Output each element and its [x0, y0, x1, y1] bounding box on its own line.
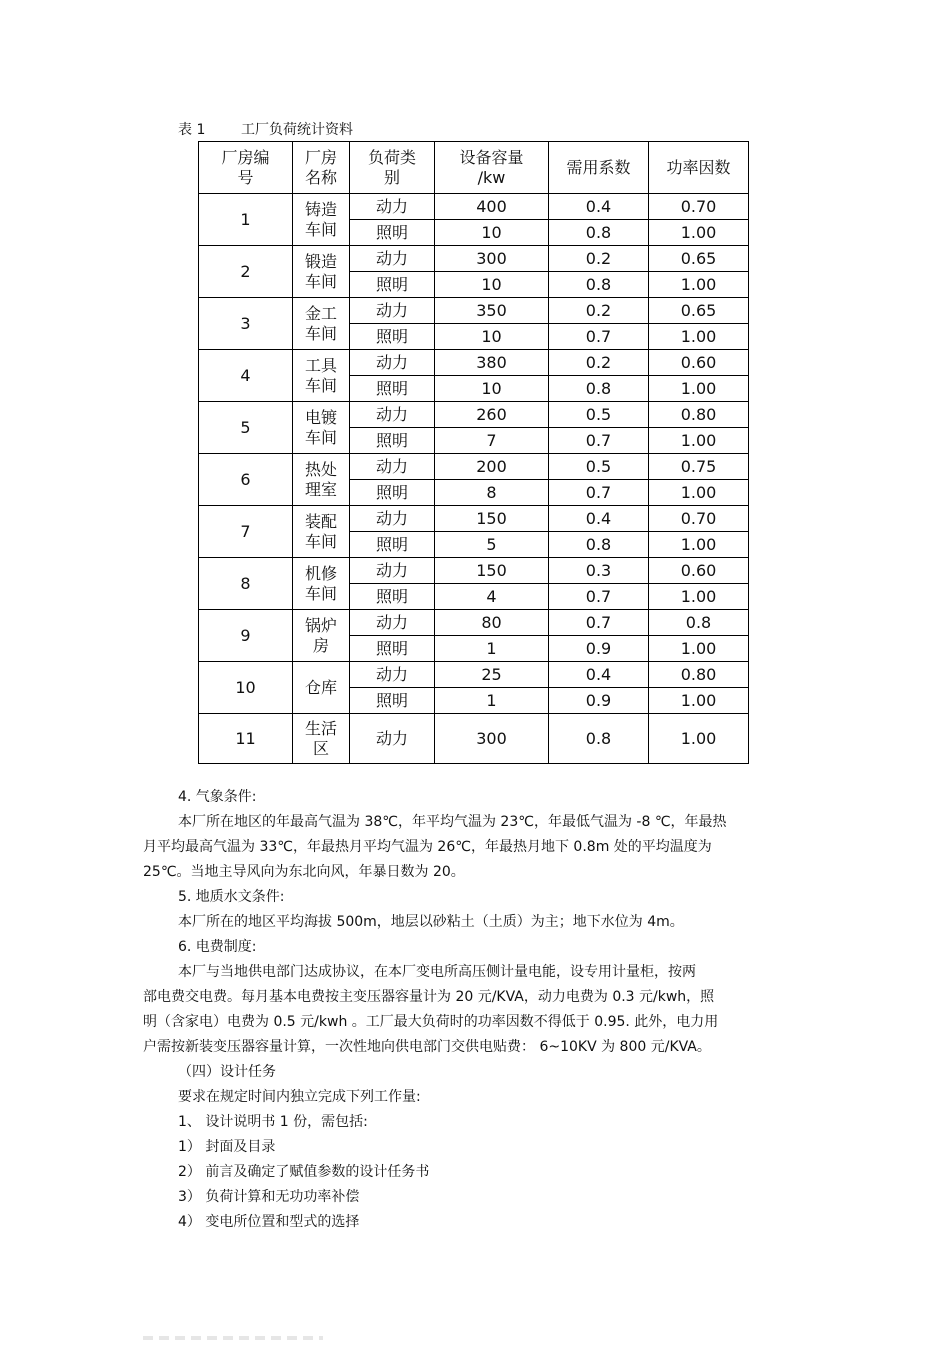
cell-capacity: 10	[435, 376, 549, 402]
cell-load-type: 动力	[350, 714, 435, 764]
cell-capacity: 380	[435, 350, 549, 376]
cell-power-factor: 1.00	[649, 688, 749, 714]
cell-demand-factor: 0.4	[549, 662, 649, 688]
text-line: 要求在规定时间内独立完成下列工作量:	[178, 1089, 421, 1105]
cell-load-type: 动力	[350, 506, 435, 532]
cell-factory-id: 1	[199, 194, 293, 246]
cell-power-factor: 0.70	[649, 506, 749, 532]
cell-power-factor: 0.70	[649, 194, 749, 220]
cell-load-type: 动力	[350, 246, 435, 272]
cell-power-factor: 1.00	[649, 636, 749, 662]
cell-power-factor: 1.00	[649, 714, 749, 764]
text-line: 1、 设计说明书 1 份，需包括:	[178, 1114, 368, 1130]
factory-name-line: 生活	[304, 718, 337, 738]
cell-power-factor: 1.00	[649, 480, 749, 506]
text-line: 部电费交电费。每月基本电费按主变压器容量计为 20 元/KVA，动力电费为 0.3 元/kwh，照	[143, 989, 715, 1005]
cell-capacity: 300	[435, 714, 549, 764]
cell-factory-id: 10	[199, 662, 293, 714]
table-caption: 表 1 工厂负荷统计资料	[178, 122, 353, 138]
factory-name-line: 电镀	[304, 407, 337, 427]
text-line: 月平均最高气温为 33℃，年最热月平均气温为 26℃，年最热月地下 0.8m 处的平均温度为	[143, 839, 712, 855]
cell-load-type: 照明	[350, 376, 435, 402]
header-power-factor: 功率因数	[649, 142, 749, 194]
cell-capacity: 260	[435, 402, 549, 428]
factory-name-line: 仓库	[304, 677, 337, 697]
factory-name-line: 锻造	[304, 251, 337, 271]
cell-capacity: 5	[435, 532, 549, 558]
cell-power-factor: 1.00	[649, 584, 749, 610]
cell-demand-factor: 0.8	[549, 272, 649, 298]
cell-demand-factor: 0.7	[549, 610, 649, 636]
cell-load-type: 照明	[350, 636, 435, 662]
text-line: 户需按新装变压器容量计算，一次性地向供电部门交供电贴费： 6~10KV 为 800 元/KVA。	[143, 1039, 711, 1055]
cell-load-type: 照明	[350, 272, 435, 298]
factory-name-line: 车间	[304, 323, 337, 343]
text-line: 4） 变电所位置和型式的选择	[178, 1214, 360, 1230]
cell-power-factor: 0.60	[649, 558, 749, 584]
cell-capacity: 400	[435, 194, 549, 220]
factory-name-line: 机修	[304, 563, 337, 583]
cell-demand-factor: 0.4	[549, 194, 649, 220]
cell-demand-factor: 0.9	[549, 688, 649, 714]
cell-demand-factor: 0.9	[549, 636, 649, 662]
header-factory-name: 厂房 名称	[293, 142, 350, 194]
cell-power-factor: 1.00	[649, 220, 749, 246]
cell-capacity: 80	[435, 610, 549, 636]
cell-factory-id: 11	[199, 714, 293, 764]
cell-load-type: 照明	[350, 220, 435, 246]
text-line: 本厂与当地供电部门达成协议，在本厂变电所高压侧计量电能，设专用计量柜，按两	[178, 964, 696, 980]
factory-name-line: 区	[312, 738, 329, 758]
cell-power-factor: 1.00	[649, 532, 749, 558]
factory-name-line: 房	[312, 635, 329, 655]
cell-demand-factor: 0.7	[549, 480, 649, 506]
cell-load-type: 照明	[350, 324, 435, 350]
cell-demand-factor: 0.4	[549, 506, 649, 532]
factory-name-line: 车间	[304, 375, 337, 395]
cell-load-type: 动力	[350, 662, 435, 688]
text-line: 本厂所在地区的年最高气温为 38℃，年平均气温为 23℃，年最低气温为 -8 ℃，年最热	[178, 814, 727, 830]
cell-load-type: 动力	[350, 298, 435, 324]
factory-name-line: 热处	[304, 459, 337, 479]
factory-name-line: 装配	[304, 511, 337, 531]
cell-demand-factor: 0.8	[549, 532, 649, 558]
cell-factory-id: 9	[199, 610, 293, 662]
factory-name-line: 车间	[304, 427, 337, 447]
cell-power-factor: 0.80	[649, 402, 749, 428]
cell-power-factor: 1.00	[649, 428, 749, 454]
cell-load-type: 动力	[350, 402, 435, 428]
cell-capacity: 10	[435, 220, 549, 246]
cell-load-type: 动力	[350, 610, 435, 636]
cell-load-type: 动力	[350, 558, 435, 584]
cell-load-type: 动力	[350, 454, 435, 480]
cell-power-factor: 0.8	[649, 610, 749, 636]
factory-name-line: 工具	[304, 355, 337, 375]
cell-capacity: 350	[435, 298, 549, 324]
cell-demand-factor: 0.7	[549, 584, 649, 610]
cell-factory-id: 3	[199, 298, 293, 350]
cell-power-factor: 0.60	[649, 350, 749, 376]
text-line: （四）设计任务	[178, 1064, 276, 1080]
cell-capacity: 10	[435, 324, 549, 350]
cell-load-type: 照明	[350, 480, 435, 506]
cell-demand-factor: 0.8	[549, 220, 649, 246]
text-line: 4. 气象条件:	[178, 789, 257, 805]
cell-load-type: 照明	[350, 688, 435, 714]
header-factory-id: 厂房编 号	[199, 142, 293, 194]
cell-demand-factor: 0.5	[549, 402, 649, 428]
cell-demand-factor: 0.7	[549, 428, 649, 454]
cell-capacity: 200	[435, 454, 549, 480]
cell-capacity: 150	[435, 506, 549, 532]
cell-factory-id: 7	[199, 506, 293, 558]
cell-capacity: 4	[435, 584, 549, 610]
cell-factory-id: 8	[199, 558, 293, 610]
text-line: 6. 电费制度:	[178, 939, 257, 955]
cell-power-factor: 0.80	[649, 662, 749, 688]
cell-load-type: 照明	[350, 428, 435, 454]
cell-capacity: 8	[435, 480, 549, 506]
text-line: 3） 负荷计算和无功功率补偿	[178, 1189, 360, 1205]
cell-factory-id: 6	[199, 454, 293, 506]
text-line: 本厂所在的地区平均海拔 500m，地层以砂粘土（土质）为主；地下水位为 4m。	[178, 914, 684, 930]
factory-name-line: 铸造	[304, 199, 337, 219]
cell-power-factor: 0.75	[649, 454, 749, 480]
cell-power-factor: 0.65	[649, 298, 749, 324]
header-demand-factor: 需用系数	[549, 142, 649, 194]
cell-capacity: 10	[435, 272, 549, 298]
factory-name-line: 锅炉	[304, 615, 337, 635]
cell-factory-id: 2	[199, 246, 293, 298]
cell-power-factor: 0.65	[649, 246, 749, 272]
text-line: 25℃。当地主导风向为东北向风，年暴日数为 20。	[143, 864, 465, 880]
cell-load-type: 动力	[350, 194, 435, 220]
cell-load-type: 照明	[350, 584, 435, 610]
header-load-type: 负荷类 别	[350, 142, 435, 194]
cell-capacity: 300	[435, 246, 549, 272]
cell-load-type: 照明	[350, 532, 435, 558]
cell-power-factor: 1.00	[649, 272, 749, 298]
factory-name-line: 车间	[304, 219, 337, 239]
cell-demand-factor: 0.5	[549, 454, 649, 480]
cell-demand-factor: 0.7	[549, 324, 649, 350]
cell-power-factor: 1.00	[649, 324, 749, 350]
faint-footer-artifact	[143, 1336, 323, 1340]
factory-name-line: 金工	[304, 303, 337, 323]
factory-name-line: 车间	[304, 271, 337, 291]
text-line: 1） 封面及目录	[178, 1139, 276, 1155]
cell-demand-factor: 0.2	[549, 246, 649, 272]
cell-factory-id: 5	[199, 402, 293, 454]
text-line: 明（含家电）电费为 0.5 元/kwh 。工厂最大负荷时的功率因数不得低于 0.95. 此外，电力用	[143, 1014, 719, 1030]
cell-capacity: 1	[435, 636, 549, 662]
cell-demand-factor: 0.8	[549, 714, 649, 764]
factory-name-line: 车间	[304, 583, 337, 603]
factory-name-line: 车间	[304, 531, 337, 551]
factory-name-line: 理室	[304, 479, 337, 499]
cell-demand-factor: 0.8	[549, 376, 649, 402]
cell-demand-factor: 0.3	[549, 558, 649, 584]
cell-capacity: 150	[435, 558, 549, 584]
cell-power-factor: 1.00	[649, 376, 749, 402]
cell-demand-factor: 0.2	[549, 298, 649, 324]
header-capacity: 设备容量 /kw	[435, 142, 549, 194]
cell-capacity: 7	[435, 428, 549, 454]
cell-factory-id: 4	[199, 350, 293, 402]
text-line: 2） 前言及确定了赋值参数的设计任务书	[178, 1164, 430, 1180]
cell-load-type: 动力	[350, 350, 435, 376]
text-line: 5. 地质水文条件:	[178, 889, 285, 905]
cell-capacity: 25	[435, 662, 549, 688]
cell-capacity: 1	[435, 688, 549, 714]
cell-demand-factor: 0.2	[549, 350, 649, 376]
